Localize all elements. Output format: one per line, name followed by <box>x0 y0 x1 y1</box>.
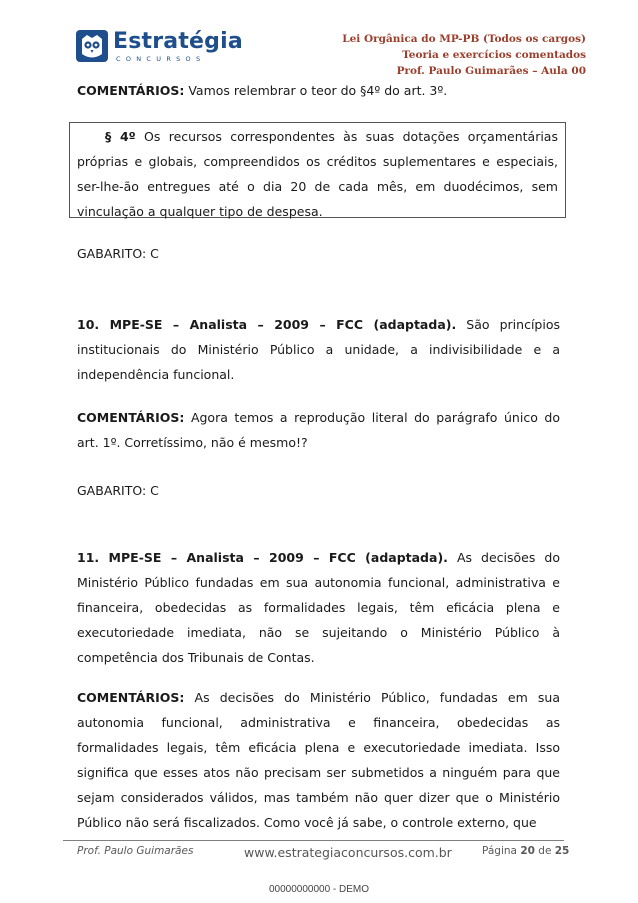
footer-divider <box>63 840 564 841</box>
question-label: 10. MPE-SE – Analista – 2009 – FCC (adaptada). <box>77 317 457 332</box>
quote-paragraph-label: § 4º <box>105 129 136 144</box>
header-lesson: Prof. Paulo Guimarães – Aula 00 <box>396 65 586 77</box>
law-quote-box <box>69 122 566 218</box>
comment-label: COMENTÁRIOS: <box>77 690 185 705</box>
header-course-title: Lei Orgânica do MP-PB (Todos os cargos) <box>342 33 586 45</box>
header-subtitle: Teoria e exercícios comentados <box>402 49 586 61</box>
logo-name: Estratégia <box>113 29 243 54</box>
owl-logo-icon <box>76 30 108 62</box>
footer-page-number <box>482 845 569 857</box>
question-label: 11. MPE-SE – Analista – 2009 – FCC (adaptada). <box>77 550 448 565</box>
estrategia-logo <box>76 28 243 68</box>
comment-label: COMENTÁRIOS: <box>77 83 185 98</box>
demo-watermark: 00000000000 - DEMO <box>268 884 370 895</box>
footer-website: www.estrategiaconcursos.com.br <box>244 845 452 860</box>
gabarito-2: GABARITO: C <box>77 483 159 498</box>
comment-text: Agora temos a reprodução literal do parágrafo único do art. 1º. Corretíssimo, não é mesmo!? <box>77 410 560 450</box>
comment-1 <box>77 78 560 103</box>
comment-2 <box>77 405 560 455</box>
gabarito-1: GABARITO: C <box>77 246 159 261</box>
comment-text: As decisões do Ministério Público, fundadas em sua autonomia funcional, administrativa e financeira, obedecidas as formalidades legais, têm eficácia plena e executoriedade imediata. Isso significa que esses atos não precisam ser submetidos a ninguém para que sejam considerados válidos, mas também não quer dizer que o Ministério Público não será fiscalizados. Como você já sabe, o controle externo, que <box>77 690 560 830</box>
comment-3 <box>77 685 560 835</box>
document-header <box>342 31 586 79</box>
footer-author: Prof. Paulo Guimarães <box>77 845 194 857</box>
page-prefix: Página <box>482 845 521 857</box>
question-text: As decisões do Ministério Público fundadas em sua autonomia funcional, administrativa e financeira, obedecidas as formalidades legais, têm eficácia plena e executoriedade imediata, não se sujeitando o Ministério Público à competência dos Tribunais de Contas. <box>77 550 560 665</box>
logo-subtitle: CONCURSOS <box>116 55 206 63</box>
quote-text: Os recursos correspondentes às suas dotações orçamentárias próprias e globais, compreendidos os créditos suplementares e especiais, ser-lhe-ão entregues até o dia 20 de cada mês, em duodécimos, sem vinculação a qualquer tipo de despesa. <box>77 129 558 219</box>
question-11 <box>77 545 560 670</box>
question-text: São princípios institucionais do Ministério Público a unidade, a indivisibilidade e a independência funcional. <box>77 317 560 382</box>
page-current: 20 <box>520 845 535 857</box>
page-total: 25 <box>554 845 570 857</box>
page-of: de <box>534 845 555 857</box>
question-10 <box>77 312 560 387</box>
comment-label: COMENTÁRIOS: <box>77 410 185 425</box>
comment-text: Vamos relembrar o teor do §4º do art. 3º. <box>184 83 448 98</box>
